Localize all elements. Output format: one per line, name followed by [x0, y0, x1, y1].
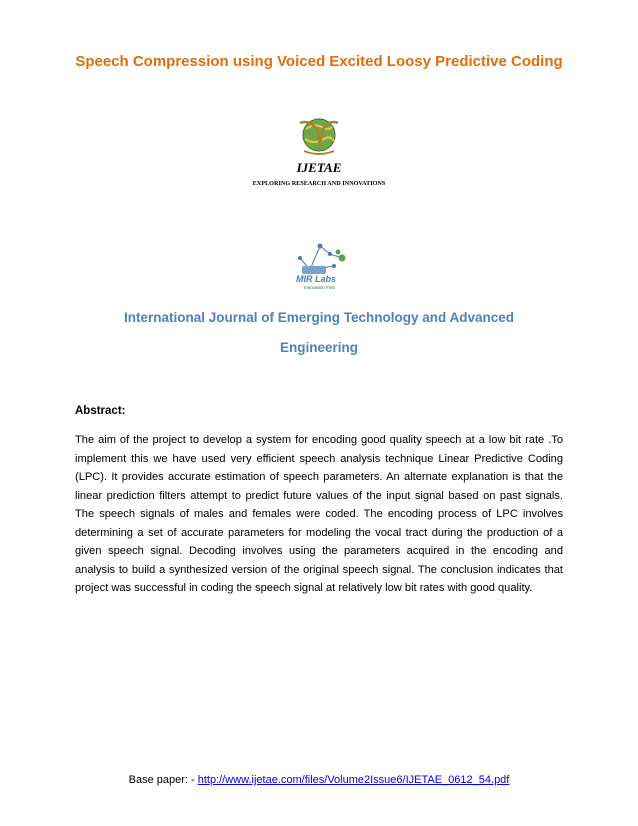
mir-labs-tagline: Innovation First: [304, 285, 335, 290]
base-paper-footer: [0, 774, 638, 786]
mir-labs-logo: [290, 240, 352, 294]
base-paper-label: Base paper: -: [128, 774, 198, 786]
abstract-heading: Abstract:: [75, 405, 126, 417]
globe-icon: [296, 117, 342, 157]
network-icon: [290, 240, 352, 276]
ijetae-logo: [249, 115, 389, 195]
ijetae-logo-name: IJETAE: [296, 160, 342, 175]
paper-title: Speech Compression using Voiced Excited Loosy Predictive Coding: [75, 53, 563, 70]
mir-labs-name: MIR Labs: [296, 274, 337, 284]
base-paper-link[interactable]: http://www.ijetae.com/files/Volume2Issue6/IJETAE_0612_54.pdf: [197, 774, 510, 786]
abstract-text: The aim of the project to develop a system for encoding good quality speech at a low bit rate .To implement this we have used very efficient speech analysis technique Linear Predictive Coding (LPC). It provides accurate estimation of speech parameters. An alternate explanation is that the linear prediction filters attempt to predict future values of the input signal based on past signals. The speech signals of males and females were coded. The encoding process of LPC involves determining a set of accurate parameters for modeling the vocal tract during the production of a given speech signal. Decoding involves using the parameters acquired in the encoding and analysis to build a synthesized version of the original speech signal. The conclusion indicates that project was successful in coding the speech signal at relatively low bit rates with good quality.: [75, 434, 563, 594]
journal-name-line1: International Journal of Emerging Technology and Advanced: [123, 310, 515, 325]
journal-name-line2: Engineering: [279, 340, 358, 355]
ijetae-logo-tagline: EXPLORING RESEARCH AND INNOVATIONS: [252, 180, 386, 187]
